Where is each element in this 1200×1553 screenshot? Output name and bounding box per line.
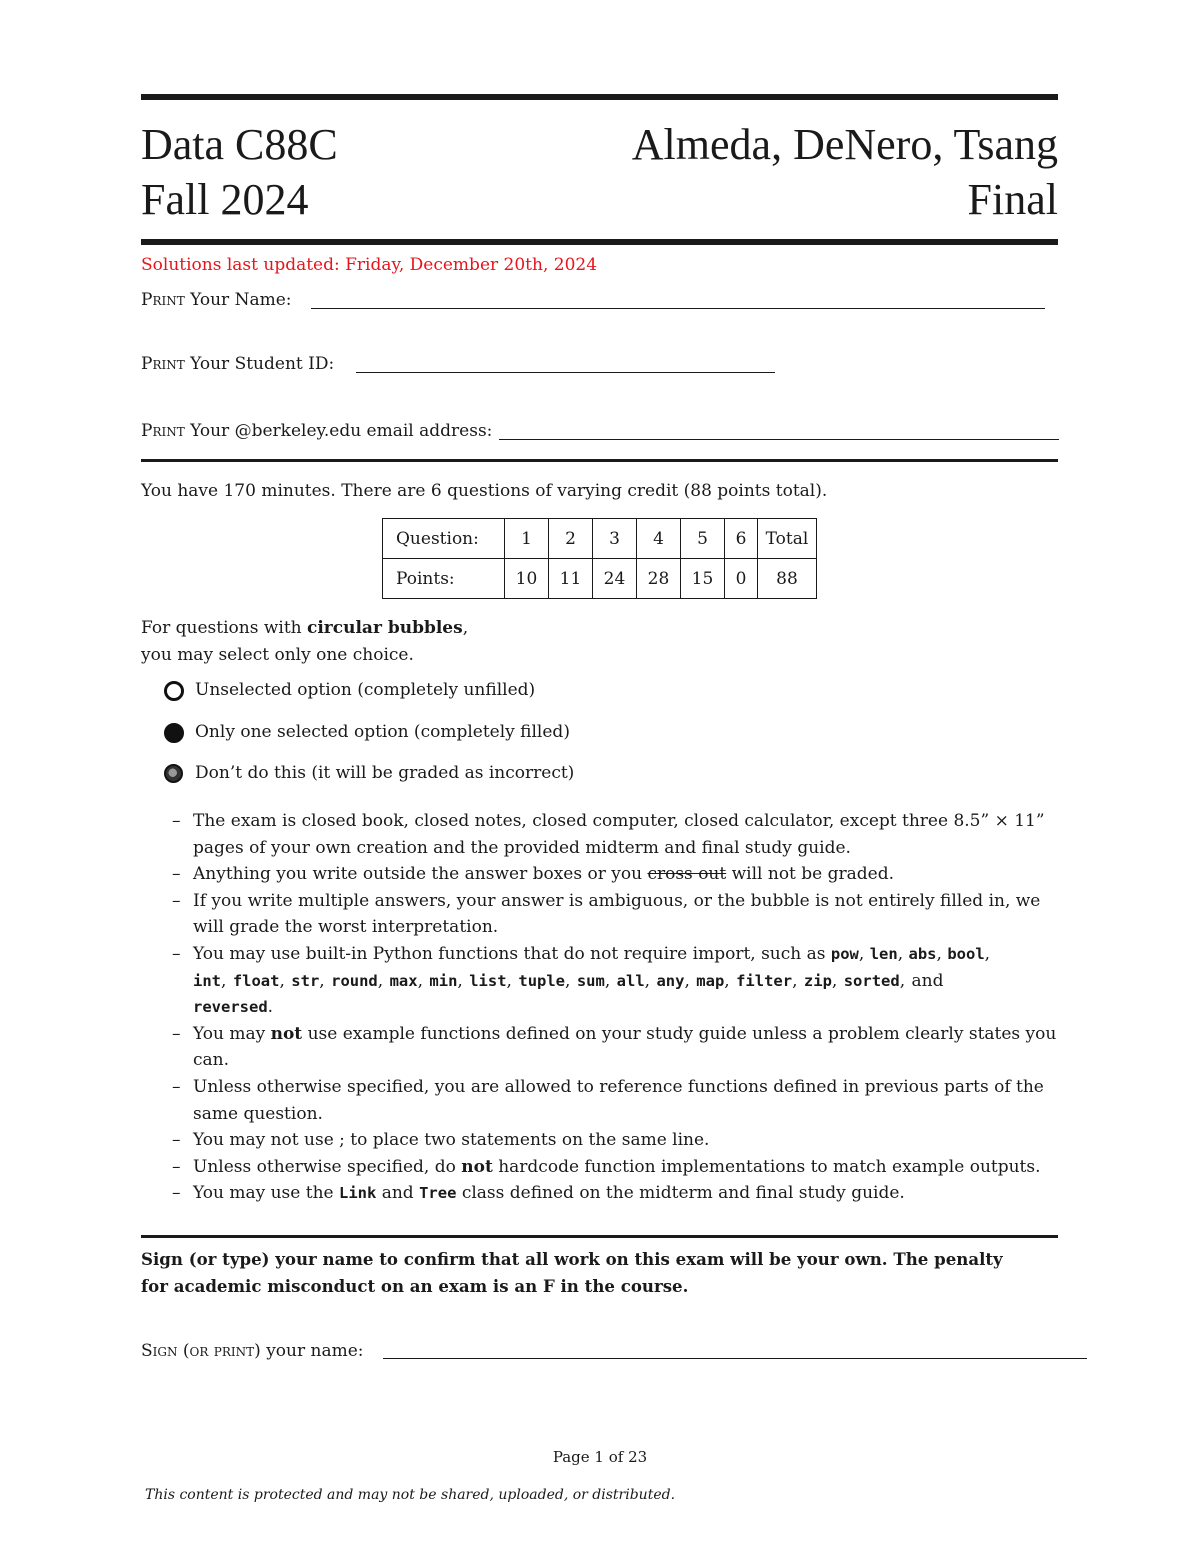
list-separator: ,	[565, 970, 577, 991]
rule-text: pages of your own creation and the provided midterm and final study guide.	[193, 837, 851, 858]
total-header: Total	[758, 519, 817, 559]
builtin-function-name: bool	[947, 944, 985, 963]
question-number: 4	[637, 519, 681, 559]
list-separator: ,	[506, 970, 519, 991]
sign-label-text: your name:	[266, 1341, 364, 1361]
builtin-function-name: abs	[908, 944, 937, 963]
rule-text: You may not use ; to place two statements on the same line.	[193, 1130, 710, 1151]
list-separator: ,	[899, 970, 912, 991]
question-number: 1	[505, 519, 549, 559]
page-number: Page 1 of 23	[552, 1448, 648, 1466]
honor-statement-line2: for academic misconduct on an exam is an F in the course.	[141, 1276, 689, 1296]
bubble-intro-prefix: For questions with	[141, 618, 307, 638]
rule-text: You may use the	[193, 1183, 339, 1204]
rule-bold-text: not	[461, 1156, 493, 1177]
builtin-functions-line1	[831, 944, 990, 964]
copyright-notice: This content is protected and may not be shared, uploaded, or distributed.	[145, 1487, 676, 1503]
list-separator: ,	[858, 943, 870, 964]
selected-bubble-example	[164, 723, 184, 743]
question-row-label: Question:	[383, 519, 505, 559]
builtin-function-name: float	[232, 971, 280, 990]
term: Fall 2024	[141, 175, 309, 224]
question-points: 10	[505, 559, 549, 599]
question-points: 28	[637, 559, 681, 599]
list-dash: –	[172, 1130, 181, 1151]
rule-text: class defined on the midterm and final study guide.	[456, 1183, 905, 1204]
builtin-function-name: pow	[830, 944, 859, 963]
print-prefix: Print	[141, 421, 185, 441]
builtin-function-name: map	[696, 971, 725, 990]
rule-item	[172, 1180, 1060, 1207]
fields-bottom-rule	[141, 459, 1058, 462]
rule-text: and	[911, 970, 944, 991]
bubble-instructions-line2: you may select only one choice.	[141, 645, 414, 665]
rule-item	[172, 1154, 1060, 1181]
name-input-line[interactable]	[311, 308, 1045, 309]
rule-text: The exam is closed book, closed notes, closed computer, closed calculator, except three 8.5” × 11”	[193, 811, 1045, 831]
bubble-instructions	[141, 617, 468, 639]
instructors: Almeda, DeNero, Tsang	[631, 120, 1058, 169]
unselected-bubble-example	[164, 681, 184, 701]
builtin-function-name: list	[469, 971, 507, 990]
points-row-label: Points:	[383, 559, 505, 599]
builtin-function-name: len	[869, 944, 898, 963]
signature-input-line[interactable]	[383, 1358, 1087, 1359]
exam-intro: You have 170 minutes. There are 6 questions of varying credit (88 points total).	[141, 481, 828, 501]
rule-item	[172, 808, 1060, 861]
rule-bold-text: not	[270, 1023, 303, 1044]
rule-item	[172, 861, 1060, 888]
question-points: 24	[593, 559, 637, 599]
rule-text: Unless otherwise specified, do	[193, 1156, 462, 1177]
rule-item	[172, 1021, 1060, 1074]
list-dash: –	[172, 1156, 181, 1177]
list-dash: –	[172, 1023, 181, 1044]
exam-name: Final	[967, 175, 1058, 224]
email-input-line[interactable]	[499, 439, 1059, 440]
question-number: 5	[681, 519, 725, 559]
rule-item	[172, 1127, 1060, 1154]
student-id-input-line[interactable]	[356, 372, 775, 373]
print-prefix: Print	[141, 290, 185, 310]
list-separator: ,	[457, 970, 470, 991]
builtin-function-name: all	[616, 971, 645, 990]
builtin-function-name: filter	[736, 971, 793, 990]
selected-bubble-label: Only one selected option (completely filled)	[195, 722, 570, 742]
question-number: 2	[549, 519, 593, 559]
question-number: 6	[725, 519, 758, 559]
rule-text: You may use built-in Python functions that do not require import, such as	[193, 943, 831, 964]
name-label-text: Your Name:	[190, 290, 292, 310]
list-dash: –	[172, 1183, 181, 1204]
builtin-function-name: max	[389, 971, 418, 990]
builtin-function-name: zip	[803, 971, 832, 990]
email-label-text: Your @berkeley.edu email address:	[190, 421, 493, 441]
list-separator: ,	[792, 970, 804, 991]
rule-text: and	[376, 1183, 420, 1204]
list-separator: ,	[377, 970, 390, 991]
list-dash: –	[172, 811, 181, 831]
header-bottom-rule	[141, 239, 1058, 245]
list-separator: ,	[644, 970, 657, 991]
list-dash: –	[172, 943, 181, 964]
list-separator: ,	[221, 970, 233, 991]
question-points: 0	[725, 559, 758, 599]
exam-rules-list	[172, 808, 1060, 1207]
solutions-note: Solutions last updated: Friday, December 20th, 2024	[141, 255, 598, 275]
rule-item	[172, 1074, 1060, 1127]
list-separator: ,	[604, 970, 617, 991]
student-id-label-text: Your Student ID:	[190, 354, 335, 374]
bubble-intro-bold: circular bubbles	[307, 618, 463, 638]
sign-prefix: Sign (or print)	[141, 1341, 261, 1361]
unselected-bubble-label: Unselected option (completely unfilled)	[195, 680, 536, 700]
course-title: Data C88C	[141, 120, 338, 169]
name-field-label	[141, 289, 292, 311]
class-name: Tree	[419, 1184, 457, 1203]
rule-text: can.	[193, 1050, 230, 1071]
builtin-function-name: int	[193, 971, 221, 990]
rule-text: will not be graded.	[726, 864, 895, 885]
rule-text: If you write multiple answers, your answer is ambiguous, or the bubble is not entirely filled in, we	[193, 890, 1041, 911]
list-separator: ,	[724, 970, 737, 991]
question-points: 15	[681, 559, 725, 599]
rule-text: will grade the worst interpretation.	[193, 917, 499, 938]
top-rule	[141, 94, 1058, 100]
list-dash: –	[172, 890, 181, 911]
builtin-function-name: sorted	[843, 971, 900, 990]
rule-item: – You may use built-in Python functions that do not require import, such as pow, len, abs, bool, int, float, str, round, max, min, list, tuple, sum, all, any, map, filter, zip, sorted, and reversed.	[172, 941, 1060, 1021]
builtin-function-name: round	[331, 971, 378, 990]
signature-label	[141, 1340, 364, 1362]
points-table	[382, 518, 817, 599]
builtin-function-name: str	[291, 971, 320, 990]
list-separator: ,	[417, 970, 430, 991]
rule-text: Unless otherwise specified, you are allowed to reference functions defined in previous parts of the	[193, 1076, 1044, 1097]
honor-top-rule	[141, 1235, 1058, 1238]
list-separator: ,	[684, 970, 697, 991]
builtin-function-name: min	[429, 971, 458, 990]
question-number: 3	[593, 519, 637, 559]
builtin-function-name: sum	[576, 971, 605, 990]
rule-text: You may	[193, 1023, 271, 1044]
builtin-function-name: reversed	[193, 998, 268, 1017]
rule-item	[172, 888, 1060, 941]
list-separator: ,	[319, 970, 332, 991]
builtin-function-name: any	[656, 971, 685, 990]
list-separator: ,	[936, 943, 948, 964]
student-id-field-label	[141, 353, 334, 375]
builtin-function-name: tuple	[518, 971, 566, 990]
rule-strikethrough-text: cross out	[647, 864, 727, 885]
honor-statement-line1: Sign (or type) your name to confirm that all work on this exam will be your own. The penalty	[141, 1249, 1003, 1269]
points-table-points-row	[383, 559, 817, 599]
list-dash: –	[172, 1076, 181, 1097]
points-table-question-row	[383, 519, 817, 559]
rule-text: Anything you write outside the answer boxes or you	[193, 864, 648, 885]
rule-text: hardcode function implementations to match example outputs.	[492, 1156, 1041, 1177]
bubble-intro-suffix: ,	[462, 618, 469, 638]
question-points: 11	[549, 559, 593, 599]
list-separator: ,	[984, 943, 991, 964]
list-dash: –	[172, 864, 181, 885]
print-prefix: Print	[141, 354, 185, 374]
class-name: Link	[338, 1184, 377, 1203]
total-points: 88	[758, 559, 817, 599]
list-separator: ,	[831, 970, 844, 991]
rule-text: same question.	[193, 1103, 323, 1124]
rule-text: use example functions defined on your study guide unless a problem clearly states you	[302, 1023, 1057, 1044]
email-field-label	[141, 420, 492, 442]
bad-bubble-example	[164, 764, 183, 783]
list-separator: ,	[897, 943, 909, 964]
list-separator: ,	[279, 970, 292, 991]
builtin-functions-line2	[193, 971, 912, 991]
bad-bubble-label: Don’t do this (it will be graded as incorrect)	[195, 763, 575, 783]
